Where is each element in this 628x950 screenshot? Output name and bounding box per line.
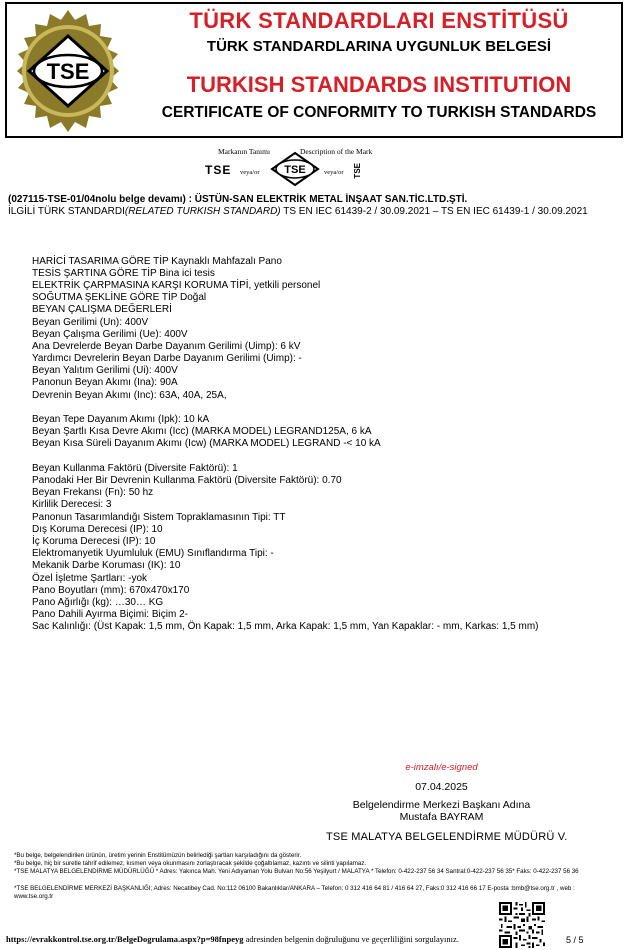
spec-line: Beyan Frekansı (Fn): 50 hz — [32, 487, 154, 498]
spec-line: Pano Ağırlığı (kg): …30… KG — [32, 597, 164, 608]
spec-line: Sac Kalınlığı: (Üst Kapak: 1,5 mm, Ön Kapak: 1,5 mm, Arka Kapak: 1,5 mm, Yan Kapaklar: - mm, Karkas: 1,5 mm) — [32, 621, 539, 632]
spec-line: Elektromanyetik Uyumluluk (EMU) Sınıflandırma Tipi: - — [32, 548, 274, 559]
spec-line: BEYAN ÇALIŞMA DEĞERLERİ — [32, 304, 172, 315]
footer-note: *Bu belge, belgelendirilen ürünün, üretim yerinin Enstitümüzün belirlediği şartları karşıladığını da gösterir. — [14, 852, 302, 859]
spec-line: ELEKTRİK ÇARPMASINA KARŞI KORUMA TİPİ, yetkili personel — [32, 280, 321, 291]
footer-note: *Bu belge, hiç bir suretle tahrif edilemez, kısmen veya okunmasını zorlaştıracak şekilde çoğaltılamaz, kazıntı ve silinti yapılamaz. — [14, 860, 367, 867]
spec-line: HARİCİ TASARIMA GÖRE TİP Kaynaklı Mahfazalı Pano — [32, 256, 282, 267]
mark-or-left: veya/or — [240, 169, 260, 176]
institution-title-tr: TÜRK STANDARDLARI ENSTİTÜSÜ — [189, 8, 569, 33]
verification-text: adresinden belgenin doğruluğunu ve geçerliliğini sorgulayınız. — [243, 934, 459, 944]
mark-brand-right: TSE — [353, 163, 362, 179]
footer-note: *TSE BELGELENDİRME MERKEZİ BAŞKANLIĞI; Adres: Necatibey Cad. No:112 06100 Bakanlıklar/ANKARA – Telefon: 0 312 416 64 81 / 416 64 27, Faks:0 312 416 66 17 E-posta :bmb@tse.org.tr , web : www.tse.org.tr — [14, 885, 575, 900]
spec-line: Panodaki Her Bir Devrenin Kullanma Faktörü (Diversite Faktörü): 0.70 — [32, 475, 342, 486]
certificate-reference — [8, 194, 620, 218]
signature-date: 07.04.2025 — [415, 781, 468, 793]
qr-code-icon — [499, 902, 545, 948]
certificate-number: (027115-TSE-01/04nolu belge devamı) : — [8, 194, 192, 205]
spec-line: Beyan Gerilimi (Un): 400V — [32, 317, 149, 328]
tse-seal-logo — [9, 6, 127, 136]
spec-line: Mekanik Darbe Koruması (IK): 10 — [32, 560, 181, 571]
spec-line: Beyan Yalıtım Gerilimi (Ui): 400V — [32, 365, 178, 376]
spec-line: Devrenin Beyan Akımı (Inc): 63A, 40A, 25A, — [32, 390, 227, 401]
spec-line: Beyan Çalışma Gerilimi (Ue): 400V — [32, 329, 188, 340]
standard-label-en: (RELATED TURKISH STANDARD) — [124, 206, 281, 217]
certificate-title-en: CERTIFICATE OF CONFORMITY TO TURKISH STANDARDS — [161, 104, 597, 121]
signature-on-behalf: Belgelendirme Merkezi Başkanı Adına — [352, 799, 531, 811]
mark-or-right: veya/or — [324, 169, 344, 176]
certificate-title-tr: TÜRK STANDARDLARINA UYGUNLUK BELGESİ — [206, 38, 552, 55]
spec-line: Panonun Beyan Akımı (Ina): 90A — [32, 377, 178, 388]
mark-brand-left: TSE — [205, 163, 232, 177]
tse-mark-icon — [270, 151, 320, 187]
spec-line: Yardımcı Devrelerin Beyan Darbe Dayanım Gerilimi (Uimp): - — [32, 353, 302, 364]
company-name: ÜSTÜN-SAN ELEKTRİK METAL İNŞAAT SAN.TİC.LTD.ŞTİ. — [194, 194, 468, 205]
spec-line: Panonun Tasarımlandığı Sistem Topraklamasının Tipi: TT — [32, 512, 286, 523]
spec-line: Pano Boyutları (mm): 670x470x170 — [32, 585, 190, 596]
institution-title-en: TURKISH STANDARDS INSTITUTION — [186, 72, 572, 97]
spec-line: Ana Devrelerde Beyan Darbe Dayanım Gerilimi (Uimp): 6 kV — [32, 341, 301, 352]
spec-line: Özel İşletme Şartları: -yok — [32, 573, 148, 584]
spec-line: Beyan Kullanma Faktörü (Diversite Faktörü): 1 — [32, 463, 238, 474]
spec-line: SOĞUTMA ŞEKLİNE GÖRE TİP Doğal — [32, 292, 207, 303]
spec-line: Dış Koruma Derecesi (IP): 10 — [32, 524, 163, 535]
spec-line: İç Koruma Derecesi (IP): 10 — [32, 536, 156, 547]
page-number: 5 / 5 — [566, 935, 584, 945]
verification-url[interactable]: https://evrakkontrol.tse.org.tr/BelgeDogrulama.aspx?p=98fnpeyg — [6, 934, 244, 944]
spec-line: Pano Dahili Ayırma Biçimi: Biçim 2- — [32, 609, 188, 620]
seal-text: TSE — [46, 59, 90, 84]
related-standards: TS EN IEC 61439-2 / 30.09.2021 – TS EN IEC 61439-1 / 30.09.2021 — [283, 206, 588, 217]
e-signed-label: e-imzalı/e-signed — [405, 762, 478, 773]
mark-description — [200, 143, 400, 187]
footer-note: *TSE MALATYA BELGELENDİRME MÜDÜRLÜĞÜ * Adres: Yakınca Mah. Yeni Adıyaman Yolu Bulvarı No:56 Yeşilyurt / MALATYA * Telefon: 0-422-237 56 34 Santral:0-422-237 56 35* Faks: 0-422-237 56 36 — [14, 868, 579, 875]
mark-label-tr: Markanın Tanımı — [218, 147, 271, 156]
spec-line: Beyan Tepe Dayanım Akımı (Ipk): 10 kA — [32, 414, 210, 425]
spec-line: Beyan Kısa Süreli Dayanım Akımı (Icw) (MARKA MODEL) LEGRAND -< 10 kA — [32, 438, 381, 449]
signatory-office: TSE MALATYA BELGELENDİRME MÜDÜRÜ V. — [326, 831, 568, 843]
verification-line — [6, 934, 459, 944]
mark-icon-text: TSE — [284, 164, 306, 176]
signatory-name: Mustafa BAYRAM — [399, 811, 484, 823]
spec-line: TESİS ŞARTINA GÖRE TİP Bina ici tesis — [32, 268, 215, 279]
standard-label: İLGİLİ TÜRK STANDARDI — [8, 206, 125, 217]
mark-label-en: Description of the Mark — [300, 147, 373, 156]
certificate-header — [5, 2, 623, 138]
spec-line: Beyan Şartlı Kısa Devre Akımı (Icc) (MARKA MODEL) LEGRAND125A, 6 kA — [32, 426, 372, 437]
spec-line: Kirlilik Derecesi: 3 — [32, 499, 112, 510]
